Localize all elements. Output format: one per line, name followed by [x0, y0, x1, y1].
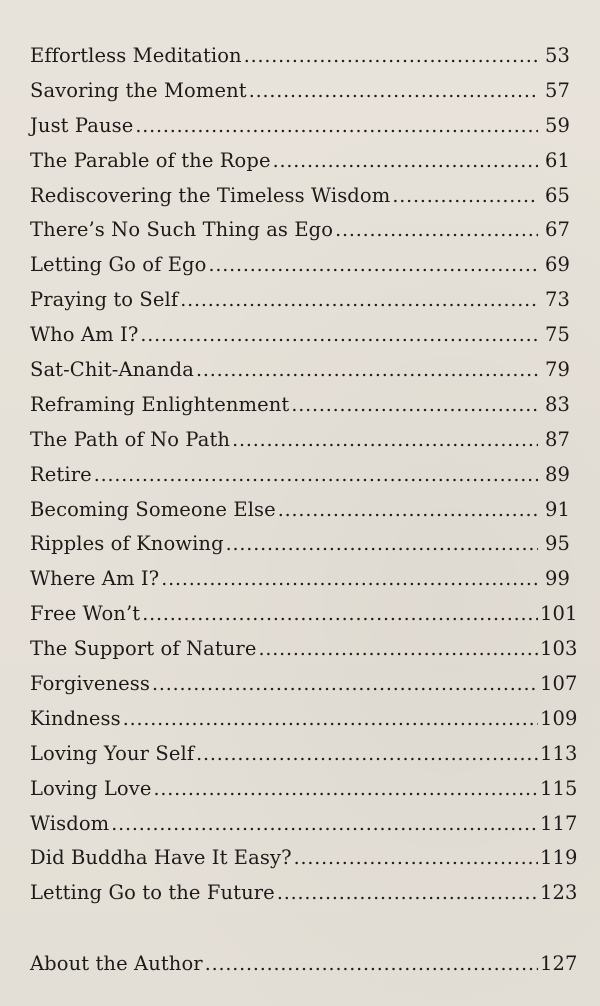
toc-entry-title: Retire — [30, 462, 92, 486]
toc-entry-title: Savoring the Moment — [30, 78, 247, 102]
toc-entry — [30, 463, 570, 498]
toc-entry-title: The Support of Nature — [30, 637, 257, 661]
dot-leader — [232, 428, 538, 451]
toc-entry — [30, 288, 570, 323]
dot-leader — [208, 253, 538, 276]
toc-entry-title: Letting Go to the Future — [30, 881, 275, 905]
toc-entry-title: Reframing Enlightenment — [30, 392, 290, 416]
toc-entry-title: The Parable of the Rope — [30, 148, 271, 172]
toc-entry — [30, 114, 570, 149]
toc-entry — [30, 532, 570, 567]
toc-entry — [30, 218, 570, 253]
toc-entry-page: 115 — [540, 776, 578, 800]
dot-leader — [94, 463, 538, 486]
toc-entry-page: 69 — [544, 253, 570, 277]
dot-leader — [226, 532, 538, 555]
toc-entry-title: Sat-Chit-Ananda — [30, 358, 194, 382]
dot-leader — [140, 323, 538, 346]
dot-leader — [154, 777, 538, 800]
toc-entry-page: 89 — [544, 462, 570, 486]
toc-entry-page: 61 — [544, 148, 570, 172]
toc-entry — [30, 358, 570, 393]
toc-entry-title: Effortless Meditation — [30, 44, 242, 67]
dot-leader — [152, 672, 538, 695]
toc-entry — [30, 672, 578, 707]
toc-entry-title: Praying to Self — [30, 288, 179, 312]
toc-entry-title: There’s No Such Thing as Ego — [30, 218, 334, 242]
dot-leader — [135, 114, 538, 137]
toc-entry — [30, 776, 578, 812]
toc-entry-page: 113 — [540, 741, 578, 765]
toc-entry-page: 67 — [544, 218, 570, 242]
toc-entry-title: Loving Your Self — [30, 741, 195, 765]
toc-entry-title: Free Won’t — [30, 602, 141, 626]
toc-entry-title: Loving Love — [30, 776, 152, 800]
toc-entry — [30, 149, 570, 184]
toc-entry — [30, 567, 570, 602]
toc-entry-title: Forgiveness — [30, 672, 151, 696]
toc-entry — [30, 253, 570, 288]
toc-entry-page: 73 — [544, 288, 570, 312]
dot-leader — [161, 567, 538, 590]
dot-leader — [196, 358, 538, 381]
toc-entry — [30, 323, 570, 358]
toc-entry-page: 119 — [540, 846, 578, 870]
toc-entry-page: 107 — [540, 672, 578, 696]
toc-entry — [30, 184, 570, 219]
toc-entry — [30, 602, 578, 637]
toc-entry — [30, 846, 578, 881]
toc-entry — [30, 741, 578, 777]
toc-entry-title: Letting Go of Ego — [30, 253, 207, 277]
dot-leader — [180, 288, 538, 311]
toc-entry-page: 99 — [544, 567, 570, 591]
toc-entries — [30, 44, 578, 916]
toc-entry-title: Just Pause — [30, 113, 134, 137]
dot-leader — [196, 742, 538, 765]
dot-leader — [277, 881, 538, 904]
toc-entry-page: 123 — [540, 881, 578, 905]
toc-entry-title: Becoming Someone Else — [30, 497, 276, 521]
section-gap — [30, 916, 570, 952]
toc-entry-title: About the Author — [30, 952, 203, 976]
dot-leader — [392, 184, 538, 207]
toc-entry-page: 57 — [544, 78, 570, 102]
toc-entry-title: The Path of No Path — [30, 427, 231, 451]
toc-entry-page: 79 — [544, 358, 570, 382]
toc-entry — [30, 637, 578, 672]
toc-entry-title: Who Am I? — [30, 323, 139, 347]
toc-entry-title: Did Buddha Have It Easy? — [30, 846, 292, 870]
dot-leader — [123, 707, 538, 730]
toc-entry-page: 95 — [544, 532, 570, 556]
toc-entry — [30, 393, 570, 428]
dot-leader — [294, 846, 538, 869]
dot-leader — [142, 602, 538, 625]
dot-leader — [111, 812, 538, 835]
toc-entry-page: 117 — [540, 811, 578, 835]
toc-entry-page: 83 — [544, 392, 570, 416]
toc-entry-page: 75 — [544, 323, 570, 347]
toc-entry-page: 91 — [544, 497, 570, 521]
toc-entry-page: 127 — [540, 952, 578, 976]
toc-entry — [30, 428, 570, 463]
toc-entry-title: Kindness — [30, 706, 121, 730]
toc-entry — [30, 79, 570, 114]
toc-entry-page: 103 — [540, 637, 578, 661]
dot-leader — [244, 44, 538, 67]
toc-entry-page: 53 — [544, 44, 570, 67]
toc-entry-page: 109 — [540, 706, 578, 730]
dot-leader — [273, 149, 538, 172]
toc-entry-page: 101 — [540, 602, 578, 626]
dot-leader — [291, 393, 538, 416]
toc-entry — [30, 44, 570, 79]
dot-leader — [278, 498, 538, 521]
toc-entry-title: Wisdom — [30, 811, 110, 835]
toc-entry-page: 65 — [544, 183, 570, 207]
toc-entry — [30, 498, 570, 533]
dot-leader — [249, 79, 538, 102]
toc-entry-about — [30, 952, 578, 987]
toc-entry-page: 87 — [544, 427, 570, 451]
table-of-contents — [30, 44, 578, 987]
dot-leader — [258, 637, 538, 660]
dot-leader — [205, 952, 538, 975]
toc-entry — [30, 881, 578, 916]
toc-entry-title: Where Am I? — [30, 567, 160, 591]
toc-entry — [30, 706, 578, 742]
toc-entry-page: 59 — [544, 113, 570, 137]
toc-entry — [30, 811, 578, 847]
toc-entry-title: Rediscovering the Timeless Wisdom — [30, 183, 391, 207]
dot-leader — [335, 218, 538, 241]
toc-entry-title: Ripples of Knowing — [30, 532, 224, 556]
